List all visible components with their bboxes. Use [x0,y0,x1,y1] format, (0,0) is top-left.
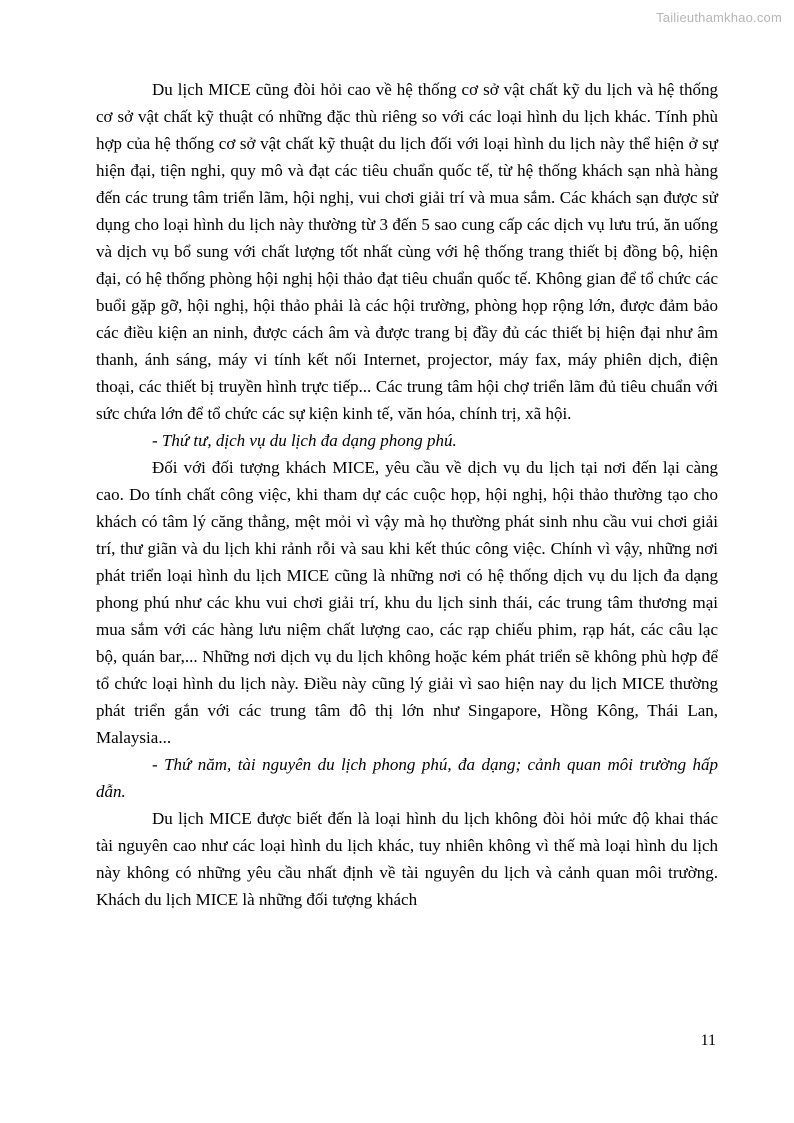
paragraph: - Thứ năm, tài nguyên du lịch phong phú, đa dạng; cảnh quan môi trường hấp dẫn. [96,755,718,801]
paragraph: Du lịch MICE được biết đến là loại hình du lịch không đòi hỏi mức độ khai thác tài nguyên cao như các loại hình du lịch khác, tuy nhiên không vì thế mà loại hình du lịch này không có những yêu cầu nhất định về tài nguyên du lịch và cảnh quan môi trường. Khách du lịch MICE là những đối tượng khách [96,809,718,909]
page-number: 11 [700,1032,716,1049]
paragraph: Du lịch MICE cũng đòi hỏi cao về hệ thống cơ sở vật chất kỹ du lịch và hệ thống cơ sở vật chất kỹ thuật có những đặc thù riêng so với các loại hình du lịch khác. Tính phù hợp của hệ thống cơ sở vật chất kỹ thuật du lịch đối với loại hình du lịch này thể hiện ở sự hiện đại, tiện nghi, quy mô và đạt các tiêu chuẩn quốc tế, từ hệ thống khách sạn nhà hàng đến các trung tâm triển lãm, hội nghị, vui chơi giải trí và mua sắm. Các khách sạn được sử dụng cho loại hình du lịch này thường từ 3 đến 5 sao cung cấp các dịch vụ lưu trú, ăn uống và dịch vụ bổ sung với chất lượng tốt nhất cùng với hệ thống trang thiết bị đồng bộ, hiện đại, có hệ thống phòng hội nghị hội thảo đạt tiêu chuẩn quốc tế. Không gian để tổ chức các buổi gặp gỡ, hội nghị, hội thảo phải là các hội trường, phòng họp rộng lớn, được đảm bảo các điều kiện an ninh, được cách âm và được trang bị đầy đủ các thiết bị hiện đại như âm thanh, ánh sáng, máy vi tính kết nối Internet, projector, máy fax, máy phiên dịch, điện thoại, các thiết bị truyền hình trực tiếp... Các trung tâm hội chợ triển lãm đủ tiêu chuẩn với sức chứa lớn để tổ chức các sự kiện kinh tế, văn hóa, chính trị, xã hội. [96,80,718,423]
paragraph: Đối với đối tượng khách MICE, yêu cầu về dịch vụ du lịch tại nơi đến lại càng cao. Do tính chất công việc, khi tham dự các cuộc họp, hội nghị, hội thảo thường tạo cho khách có tâm lý căng thẳng, mệt mỏi vì vậy mà họ thường phát sinh nhu cầu vui chơi giải trí, thư giãn và du lịch khi rảnh rỗi và sau khi kết thúc công việc. Chính vì vậy, những nơi phát triển loại hình du lịch MICE cũng là những nơi có hệ thống dịch vụ du lịch đa dạng phong phú như các khu vui chơi giải trí, khu du lịch sinh thái, các trung tâm thương mại mua sắm với các hàng lưu niệm chất lượng cao, các rạp chiếu phim, rạp hát, các câu lạc bộ, quán bar,... Những nơi dịch vụ du lịch không hoặc kém phát triển sẽ không phù hợp để tổ chức loại hình du lịch này. Điều này cũng lý giải vì sao hiện nay du lịch MICE thường phát triển gắn với các trung tâm đô thị lớn như Singapore, Hồng Kông, Thái Lan, Malaysia... [96,458,718,747]
document-body [96,76,718,913]
watermark: Tailieuthamkhao.com [656,10,782,25]
paragraph: - Thứ tư, dịch vụ du lịch đa dạng phong phú. [152,431,457,450]
